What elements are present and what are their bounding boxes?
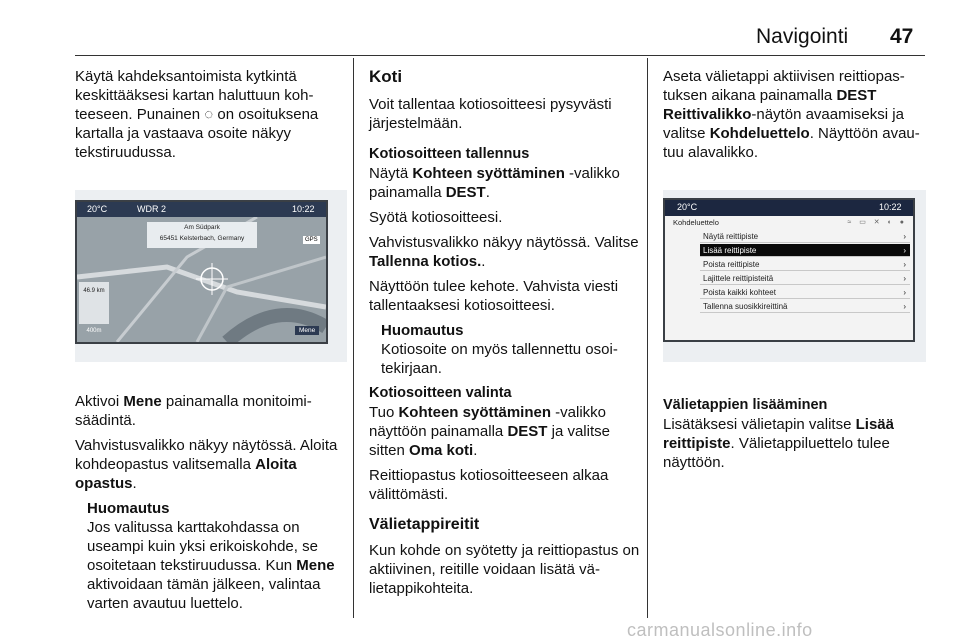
heading-valietappireitit: Välietappireitit (369, 516, 480, 533)
menu-figure (663, 190, 926, 362)
map-station: WDR 2 (137, 204, 166, 214)
col2-note-title: Huomautus (381, 322, 464, 339)
col1-paragraph-1: Käytä kahdeksantoimista kytkintä keskittääksesi kartan haluttuun kohteeseen. Punainen ◌ on osoituksena kartalla ja vastaava osoite näkyy tekstiruudussa. (75, 68, 319, 161)
map-status-bar (77, 202, 326, 217)
menu-item-save-favourite-route[interactable]: Tallenna suosikkireittinä › (700, 300, 910, 313)
col2-paragraph-2: Näytä Kohteen syöttäminen -valikko painamalla DEST. (369, 165, 620, 201)
chevron-right-icon: › (903, 274, 906, 283)
heading-kotiosoitteen-tallennus: Kotiosoitteen tallennus (369, 146, 530, 162)
map-screen (75, 200, 328, 344)
col2-paragraph-4: Vahvistusvalikko näkyy näytössä. Valitse Tallenna kotios.. (369, 234, 639, 270)
col1-note-title: Huomautus (87, 500, 170, 517)
menu-item-show-waypoint[interactable]: Näytä reittipiste › (700, 230, 910, 243)
col2-paragraph-6: Tuo Kohteen syöttäminen -valikko näyttöön painamalla DEST ja valitse sitten Oma koti. (369, 404, 610, 459)
menu-temp: 20°C (677, 202, 698, 212)
map-temp: 20°C (87, 204, 108, 214)
column-3-top (663, 67, 928, 168)
map-distance: 46.9 km (83, 288, 105, 294)
page-number: 47 (890, 25, 914, 48)
col1-paragraph-3: Vahvistusvalikko näkyy näytössä. Aloita kohdeopastus valitsemalla Aloita opastus. (75, 437, 338, 492)
map-address-line-2: 65451 Kelsterbach, Germany (159, 235, 245, 242)
col2-paragraph-5: Näyttöön tulee kehote. Vahvista viesti tallentaaksesi kotiosoitteesi. (369, 278, 619, 314)
menu-item-add-waypoint[interactable]: Lisää reittipiste › (700, 244, 910, 257)
map-address-box (147, 222, 257, 248)
menu-status-bar (665, 200, 913, 216)
chevron-right-icon: › (903, 302, 906, 311)
column-2 (369, 66, 641, 604)
map-address-line-1: Am Südpark (184, 224, 220, 231)
col2-paragraph-1: Voit tallentaa kotiosoitteesi pysyvästi järjestelmään. (369, 96, 612, 132)
menu-title: Kohdeluettelo (673, 218, 719, 227)
menu-screen (663, 198, 915, 342)
chevron-right-icon: › (903, 260, 906, 269)
column-3-bottom (663, 396, 928, 478)
col1-note (87, 499, 347, 613)
column-1-top (75, 67, 347, 168)
map-gps-badge: GPS (305, 237, 318, 243)
map-time: 10:22 (292, 204, 315, 214)
col1-paragraph-2: Aktivoi Mene painamalla monitoimisäädintä. (75, 393, 312, 429)
map-scale: 400m (86, 328, 102, 334)
heading-valietappien-lisaaminen: Välietappien lisääminen (663, 397, 828, 413)
menu-item-sort-waypoints[interactable]: Lajittele reittipisteitä › (700, 272, 910, 285)
col2-paragraph-3: Syötä kotiosoitteesi. (369, 209, 503, 226)
page-title: Navigointi (756, 25, 849, 48)
col2-paragraph-7: Reittiopastus kotiosoitteeseen alkaa välittömästi. (369, 467, 609, 503)
chevron-right-icon: › (903, 288, 906, 297)
heading-kotiosoitteen-valinta: Kotiosoitteen valinta (369, 385, 512, 401)
menu-time: 10:22 (879, 202, 902, 212)
column-divider-1 (353, 58, 354, 618)
chevron-right-icon: › (903, 232, 906, 241)
menu-item-delete-waypoint[interactable]: Poista reittipiste › (700, 258, 910, 271)
column-divider-2 (647, 58, 648, 618)
col3-paragraph-2: Lisätäksesi välietapin valitse Lisää reittipiste. Välietappiluettelo tulee näyttöön. (663, 416, 894, 471)
col2-paragraph-8: Kun kohde on syötetty ja reittiopastus on aktiivinen, reitille voidaan lisätä välietappikohteita. (369, 542, 640, 597)
map-figure (75, 190, 347, 362)
map-left-panel (79, 282, 109, 324)
col1-note-text: Jos valitussa karttakohdassa on useampi kuin yksi erikoiskohde, se osoitetaan tekstiruudussa. Kun Mene aktivoidaan tämän jälkeen, valintaa varten avautuu luettelo. (87, 519, 335, 612)
chevron-right-icon: › (903, 246, 906, 255)
col2-note (381, 321, 641, 378)
map-mene-button[interactable]: Mene (295, 326, 319, 335)
col2-note-text: Kotiosoite on myös tallennettu osoitekirjaan. (381, 341, 618, 377)
menu-list-area (665, 216, 913, 340)
heading-koti: Koti (369, 67, 403, 86)
watermark: carmanualsonline.info (627, 620, 813, 640)
header-rule (75, 55, 925, 56)
menu-status-icons: ≈ ▭ ✕ ◐ ● (847, 219, 907, 226)
col3-paragraph-1: Aseta välietappi aktiivisen reittiopastuksen aikana painamalla DEST Reittivalikko-näytön avaamiseksi ja valitse Kohdeluettelo. Näyttöön avautuu alavalikko. (663, 68, 920, 161)
column-1-bottom (75, 392, 347, 613)
menu-item-delete-all[interactable]: Poista kaikki kohteet › (700, 286, 910, 299)
